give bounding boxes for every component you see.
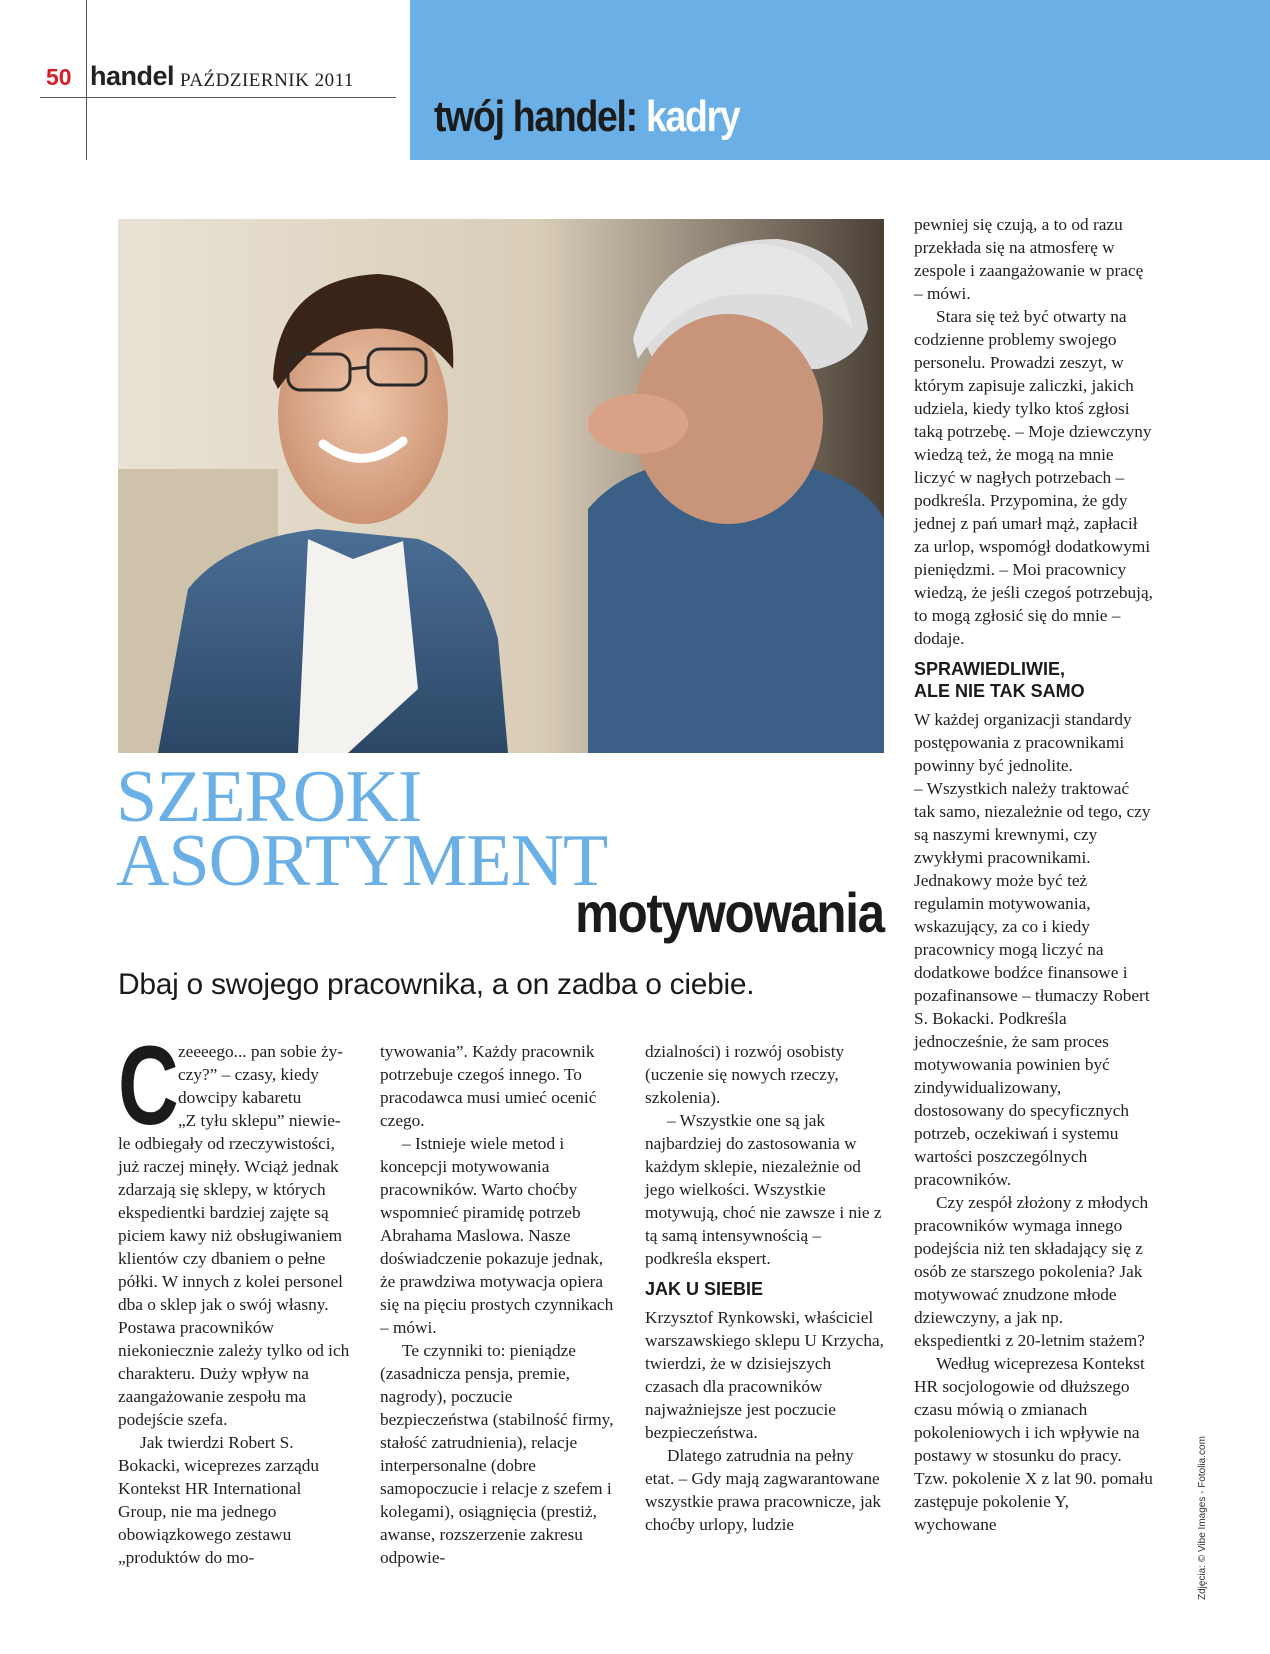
paragraph: Jak twierdzi Robert S. Bokacki, wiceprezes zarządu Kontekst HR International Group, nie ma jednego obowiązkowego zestawu „produktów do mo- <box>118 1433 320 1567</box>
paragraph: – Istnieje wiele metod i koncepcji motywowania pracowników. Warto choćby wspomnieć piramidę potrzeb Abrahama Maslowa. Nasze doświadczenie pokazuje jednak, że prawdziwa motywacja opiera się na pięciu prostych czynnikach – mówi. <box>380 1134 614 1337</box>
subheading-line-2: ALE NIE TAK SAMO <box>914 681 1085 701</box>
dropcap-line-1: zeeeego... pan sobie ży- <box>178 1042 344 1061</box>
paragraph: pewniej się czują, a to od razu przekłada się na atmosferę w zespole i zaangażowanie w pracę – mówi. <box>914 215 1144 303</box>
headline-line-1: SZEROKI <box>116 756 422 838</box>
issue-date: PAŹDZIERNIK 2011 <box>180 70 354 91</box>
headline-line-2: ASORTYMENT <box>116 820 608 902</box>
paragraph: Czy zespół złożony z młodych pracowników wymaga innego podejścia niż ten składający się z osób ze starszego pokolenia? Jak motywować znudzone młode dziewczyny, a jak np. ekspedientki z 20-letnim stażem? <box>914 1193 1149 1350</box>
paragraph: W każdej organizacji standardy postępowania z pracownikami powinny być jednolite. <box>914 710 1132 775</box>
dropcap-line-2: czy?” – czasy, kiedy <box>178 1065 319 1084</box>
section-name: kadry <box>645 92 740 141</box>
header-horizontal-rule <box>40 97 396 98</box>
paragraph: – Wszystkich należy traktować tak samo, niezależnie od tego, czy są naszymi krewnymi, czy zwykłymi pracownikami. Jednakowy może być też regulamin motywowania, wskazujący, za co i kiedy pracownicy mogą liczyć na dodatkowe bodźce finansowe i pozafinansowe – tłumaczy Robert S. Bokacki. Podkreśla jednocześnie, że sam proces motywowania powinien być zindywidualizowany, dostosowany do specyficznych potrzeb, oczekiwań i systemu wartości poszczególnych pracowników. <box>914 779 1151 1189</box>
headline-subline: motywowania <box>575 881 884 944</box>
article-lead: Dbaj o swojego pracownika, a on zadba o ciebie. <box>118 968 755 1001</box>
subheading-jak-u-siebie: JAK U SIEBIE <box>645 1279 764 1299</box>
photo-two-men-talking-icon <box>118 219 884 753</box>
photo-credit: Zdjęcia: © Vibe Images - Fotolia.com <box>1197 1436 1208 1600</box>
paragraph: dzialności) i rozwój osobisty (uczenie się nowych rzeczy, szkolenia). <box>645 1042 845 1107</box>
section-prefix: twój handel: <box>434 92 637 141</box>
section-title <box>434 92 739 142</box>
paragraph: le odbiegały od rzeczywistości, już raczej minęły. Wciąż jednak zdarzają się sklepy, w których ekspedientki bardziej zajęte są piciem kawy niż obsługiwaniem klientów czy dbaniem o pełne półki. W innych z kolei personel dba o sklep jak o swój własny. Postawa pracowników niekoniecznie zależy tylko od ich charakteru. Duży wpływ na zaangażowanie zespołu ma podejście szefa. <box>118 1134 350 1429</box>
article-photo <box>118 219 884 753</box>
paragraph: Te czynniki to: pieniądze (zasadnicza pensja, premie, nagrody), poczucie bezpieczeństwa (stabilność firmy, stałość zatrudnienia), relacje interpersonalne (dobre samopoczucie i relacje z szefem i kolegami), osiągnięcia (prestiż, awanse, rozszerzenie zakresu odpowie- <box>380 1341 614 1567</box>
dropcap-line-4: „Z tyłu sklepu” niewie- <box>178 1111 341 1130</box>
drop-cap: C <box>118 1023 179 1148</box>
paragraph: tywowania”. Każdy pracownik potrzebuje czegoś innego. To pracodawca musi umieć ocenić czego. <box>380 1042 597 1130</box>
paragraph: Stara się też być otwarty na codzienne problemy swojego personelu. Prowadzi zeszyt, w którym zapisuje zaliczki, jakich udziela, kiedy tylko ktoś zgłosi taką potrzebę. – Moje dziewczyny wiedzą też, że mogą na mnie liczyć w nagłych potrzebach – podkreśla. Przypomina, że gdy jednej z pań umarł mąż, zapłacił za urlop, wspomógł dodatkowymi pieniędzmi. – Moi pracownicy wiedzą, że jeśli czegoś potrzebują, to mogą zgłosić się do mnie – dodaje. <box>914 307 1153 648</box>
column-3 <box>645 1040 885 1536</box>
dropcap-line-3: dowcipy kabaretu <box>178 1088 302 1107</box>
page-number: 50 <box>46 64 72 90</box>
subheading-sprawiedliwie <box>914 658 1154 702</box>
subheading-line-1: SPRAWIEDLIWIE, <box>914 659 1066 679</box>
headline-main <box>116 756 608 902</box>
column-4 <box>914 213 1154 1536</box>
column-1 <box>118 1040 352 1569</box>
column-2 <box>380 1040 614 1569</box>
paragraph: Krzysztof Rynkowski, właściciel warszawskiego sklepu U Krzycha, twierdzi, że w dzisiejszych czasach dla pracowników najważniejsze jest poczucie bezpieczeństwa. <box>645 1308 884 1442</box>
magazine-brand: handel <box>90 61 175 91</box>
header-vertical-rule <box>86 0 87 160</box>
paragraph: – Wszystkie one są jak najbardziej do zastosowania w każdym sklepie, niezależnie od jego wielkości. Wszystkie motywują, choć nie zawsze i nie z tą samą intensywnością – podkreśla ekspert. <box>645 1111 882 1268</box>
paragraph: Według wiceprezesa Kontekst HR socjologowie od dłuższego czasu mówią o zmianach pokoleniowych i ich wpływie na postawy w stosunku do pracy. Tzw. pokolenie X z lat 90. pomału zastępuje pokolenie Y, wychowane <box>914 1354 1153 1534</box>
paragraph: Dlatego zatrudnia na pełny etat. – Gdy mają zagwarantowane wszystkie prawa pracownicze, jak choćby urlopy, ludzie <box>645 1446 882 1534</box>
